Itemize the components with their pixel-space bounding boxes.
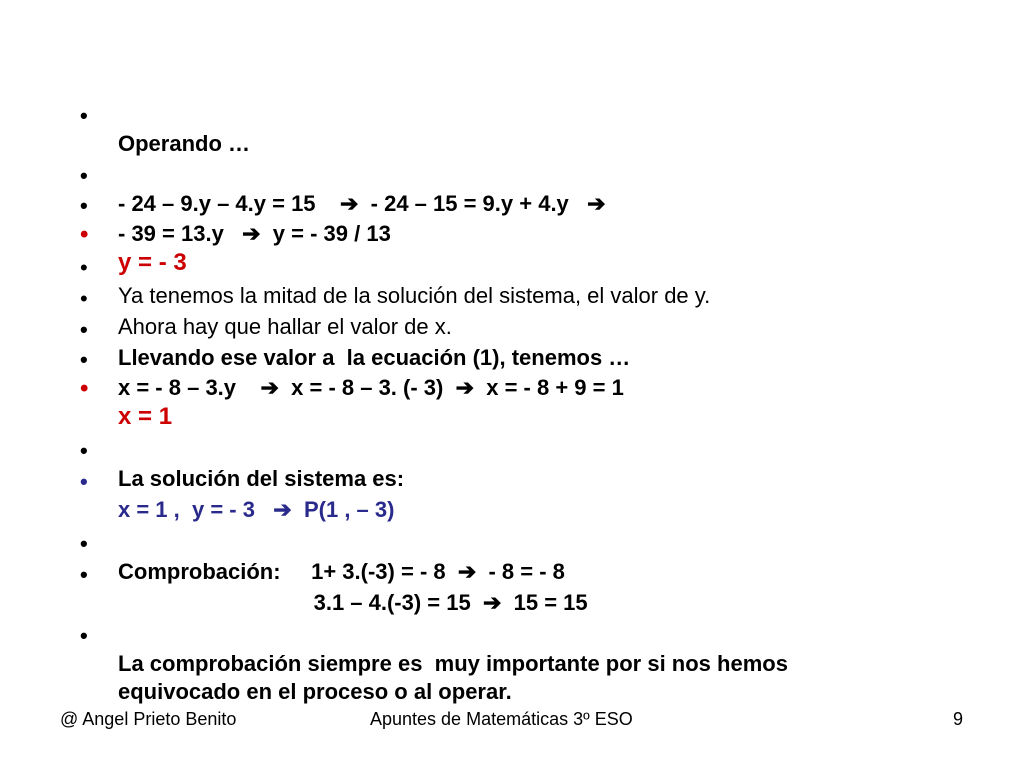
- bullet: •: [80, 623, 88, 648]
- line-text: 3.1 – 4.(-3) = 15 ➔ 15 = 15: [118, 590, 588, 615]
- line-text: Comprobación: 1+ 3.(-3) = - 8 ➔ - 8 = - 8: [118, 559, 565, 584]
- bullet: •: [80, 163, 88, 188]
- bullet: •: [80, 531, 88, 556]
- line-text: Ya tenemos la mitad de la solución del sistema, el valor de y.: [118, 283, 711, 308]
- footer-page-number: 9: [953, 709, 964, 729]
- footer-author: @ Angel Prieto Benito: [60, 709, 237, 729]
- bullet: •: [80, 317, 88, 342]
- line-text: Operando …: [118, 131, 251, 156]
- bullet: •: [80, 103, 88, 128]
- bullet: •: [80, 221, 89, 248]
- bullet: •: [80, 469, 88, 494]
- line-text: x = 1 , y = - 3 ➔ P(1 , – 3): [118, 497, 395, 522]
- bullet: •: [80, 193, 88, 218]
- bullet: •: [80, 286, 88, 311]
- line-text: equivocado en el proceso o al operar.: [118, 679, 512, 704]
- bullet: •: [80, 347, 88, 372]
- line-text: - 39 = 13.y ➔ y = - 39 / 13: [118, 221, 391, 246]
- line-text: La comprobación siempre es muy importante por si nos hemos: [118, 651, 788, 676]
- bullet: •: [80, 255, 88, 280]
- line-text: Llevando ese valor a la ecuación (1), tenemos …: [118, 345, 631, 370]
- line-text: - 24 – 9.y – 4.y = 15 ➔ - 24 – 15 = 9.y + 4.y ➔: [118, 191, 606, 216]
- line-text: x = 1: [118, 403, 173, 430]
- footer-course: Apuntes de Matemáticas 3º ESO: [370, 709, 633, 729]
- line-text: La solución del sistema es:: [118, 466, 405, 491]
- line-text: x = - 8 – 3.y ➔ x = - 8 – 3. (- 3) ➔ x = - 8 + 9 = 1: [118, 375, 624, 400]
- line-text: Ahora hay que hallar el valor de x.: [118, 314, 452, 339]
- line-text: y = - 3: [118, 249, 187, 276]
- bullet: •: [80, 438, 88, 463]
- bullet: •: [80, 375, 89, 402]
- bullet: •: [80, 562, 88, 587]
